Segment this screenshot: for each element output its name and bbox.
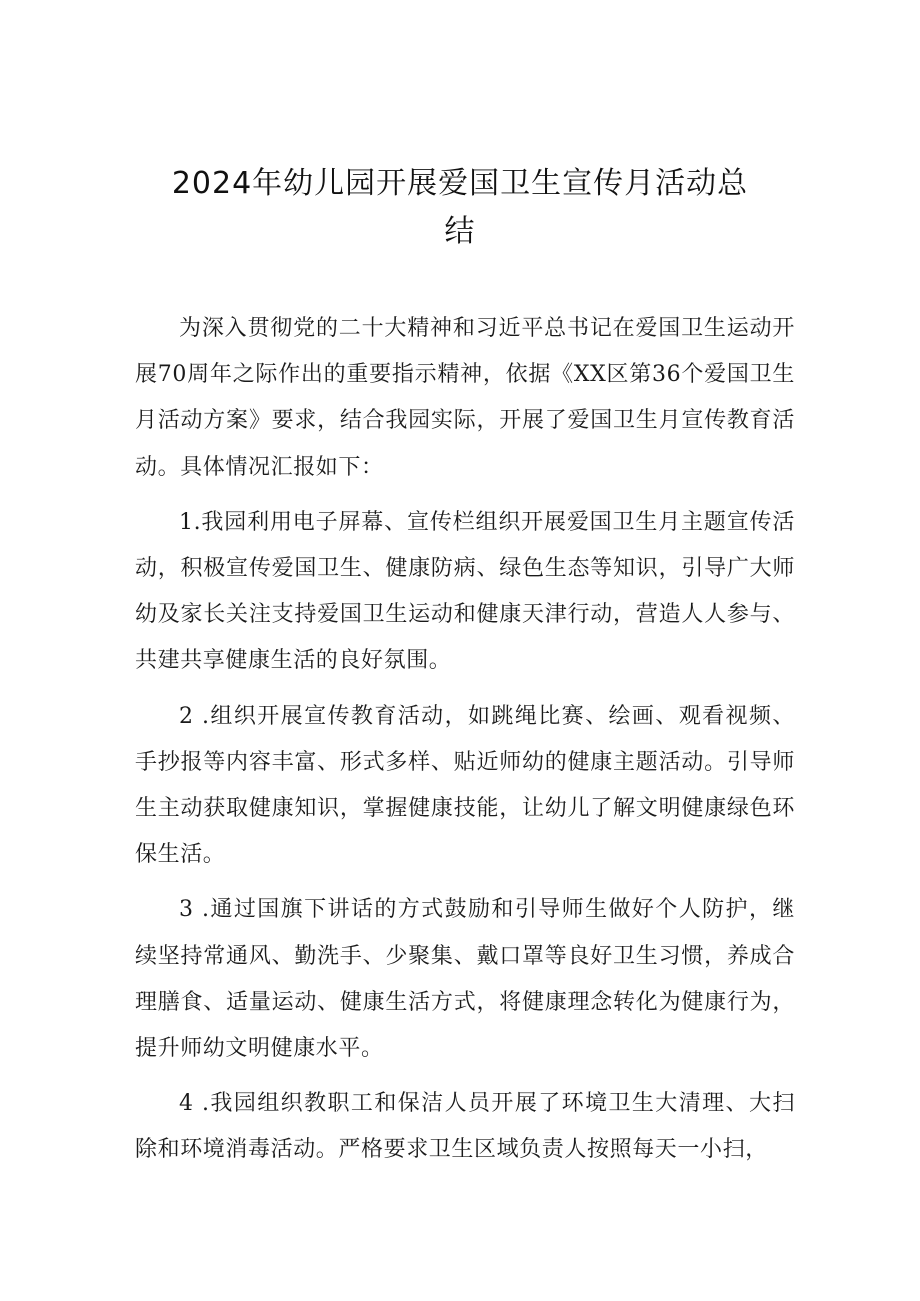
- document-title: [150, 160, 770, 256]
- paragraph-item-3: 3 .通过国旗下讲话的方式鼓励和引导师生做好个人防护，继续坚持常通风、勤洗手、少聚集、戴口罩等良好卫生习惯，养成合理膳食、适量运动、健康生活方式，将健康理念转化为健康行为，提升师幼文明健康水平。: [135, 897, 795, 1062]
- title-line-1: 2024年幼儿园开展爱国卫生宣传月活动总: [171, 166, 749, 201]
- paragraph-item-1: 1.我园利用电子屏幕、宣传栏组织开展爱国卫生月主题宣传活动，积极宣传爱国卫生、健康防病、绿色生态等知识，引导广大师幼及家长关注支持爱国卫生运动和健康天津行动，营造人人参与、共建共享健康生活的良好氛围。: [135, 509, 795, 674]
- paragraph-intro: 为深入贯彻党的二十大精神和习近平总书记在爱国卫生运动开展70周年之际作出的重要指示精神，依据《XX区第36个爱国卫生月活动方案》要求，结合我园实际，开展了爱国卫生月宣传教育活动。具体情况汇报如下：: [135, 316, 795, 480]
- paragraph-item-2: 2 .组织开展宣传教育活动，如跳绳比赛、绘画、观看视频、手抄报等内容丰富、形式多样、贴近师幼的健康主题活动。引导师生主动获取健康知识，掌握健康技能，让幼儿了解文明健康绿色环保生活。: [135, 703, 795, 868]
- paragraph-item-4: 4 .我园组织教职工和保洁人员开展了环境卫生大清理、大扫除和环境消毒活动。严格要求卫生区域负责人按照每天一小扫，: [135, 1091, 795, 1163]
- title-line-2: 结: [444, 214, 476, 249]
- document-body: [135, 306, 795, 1183]
